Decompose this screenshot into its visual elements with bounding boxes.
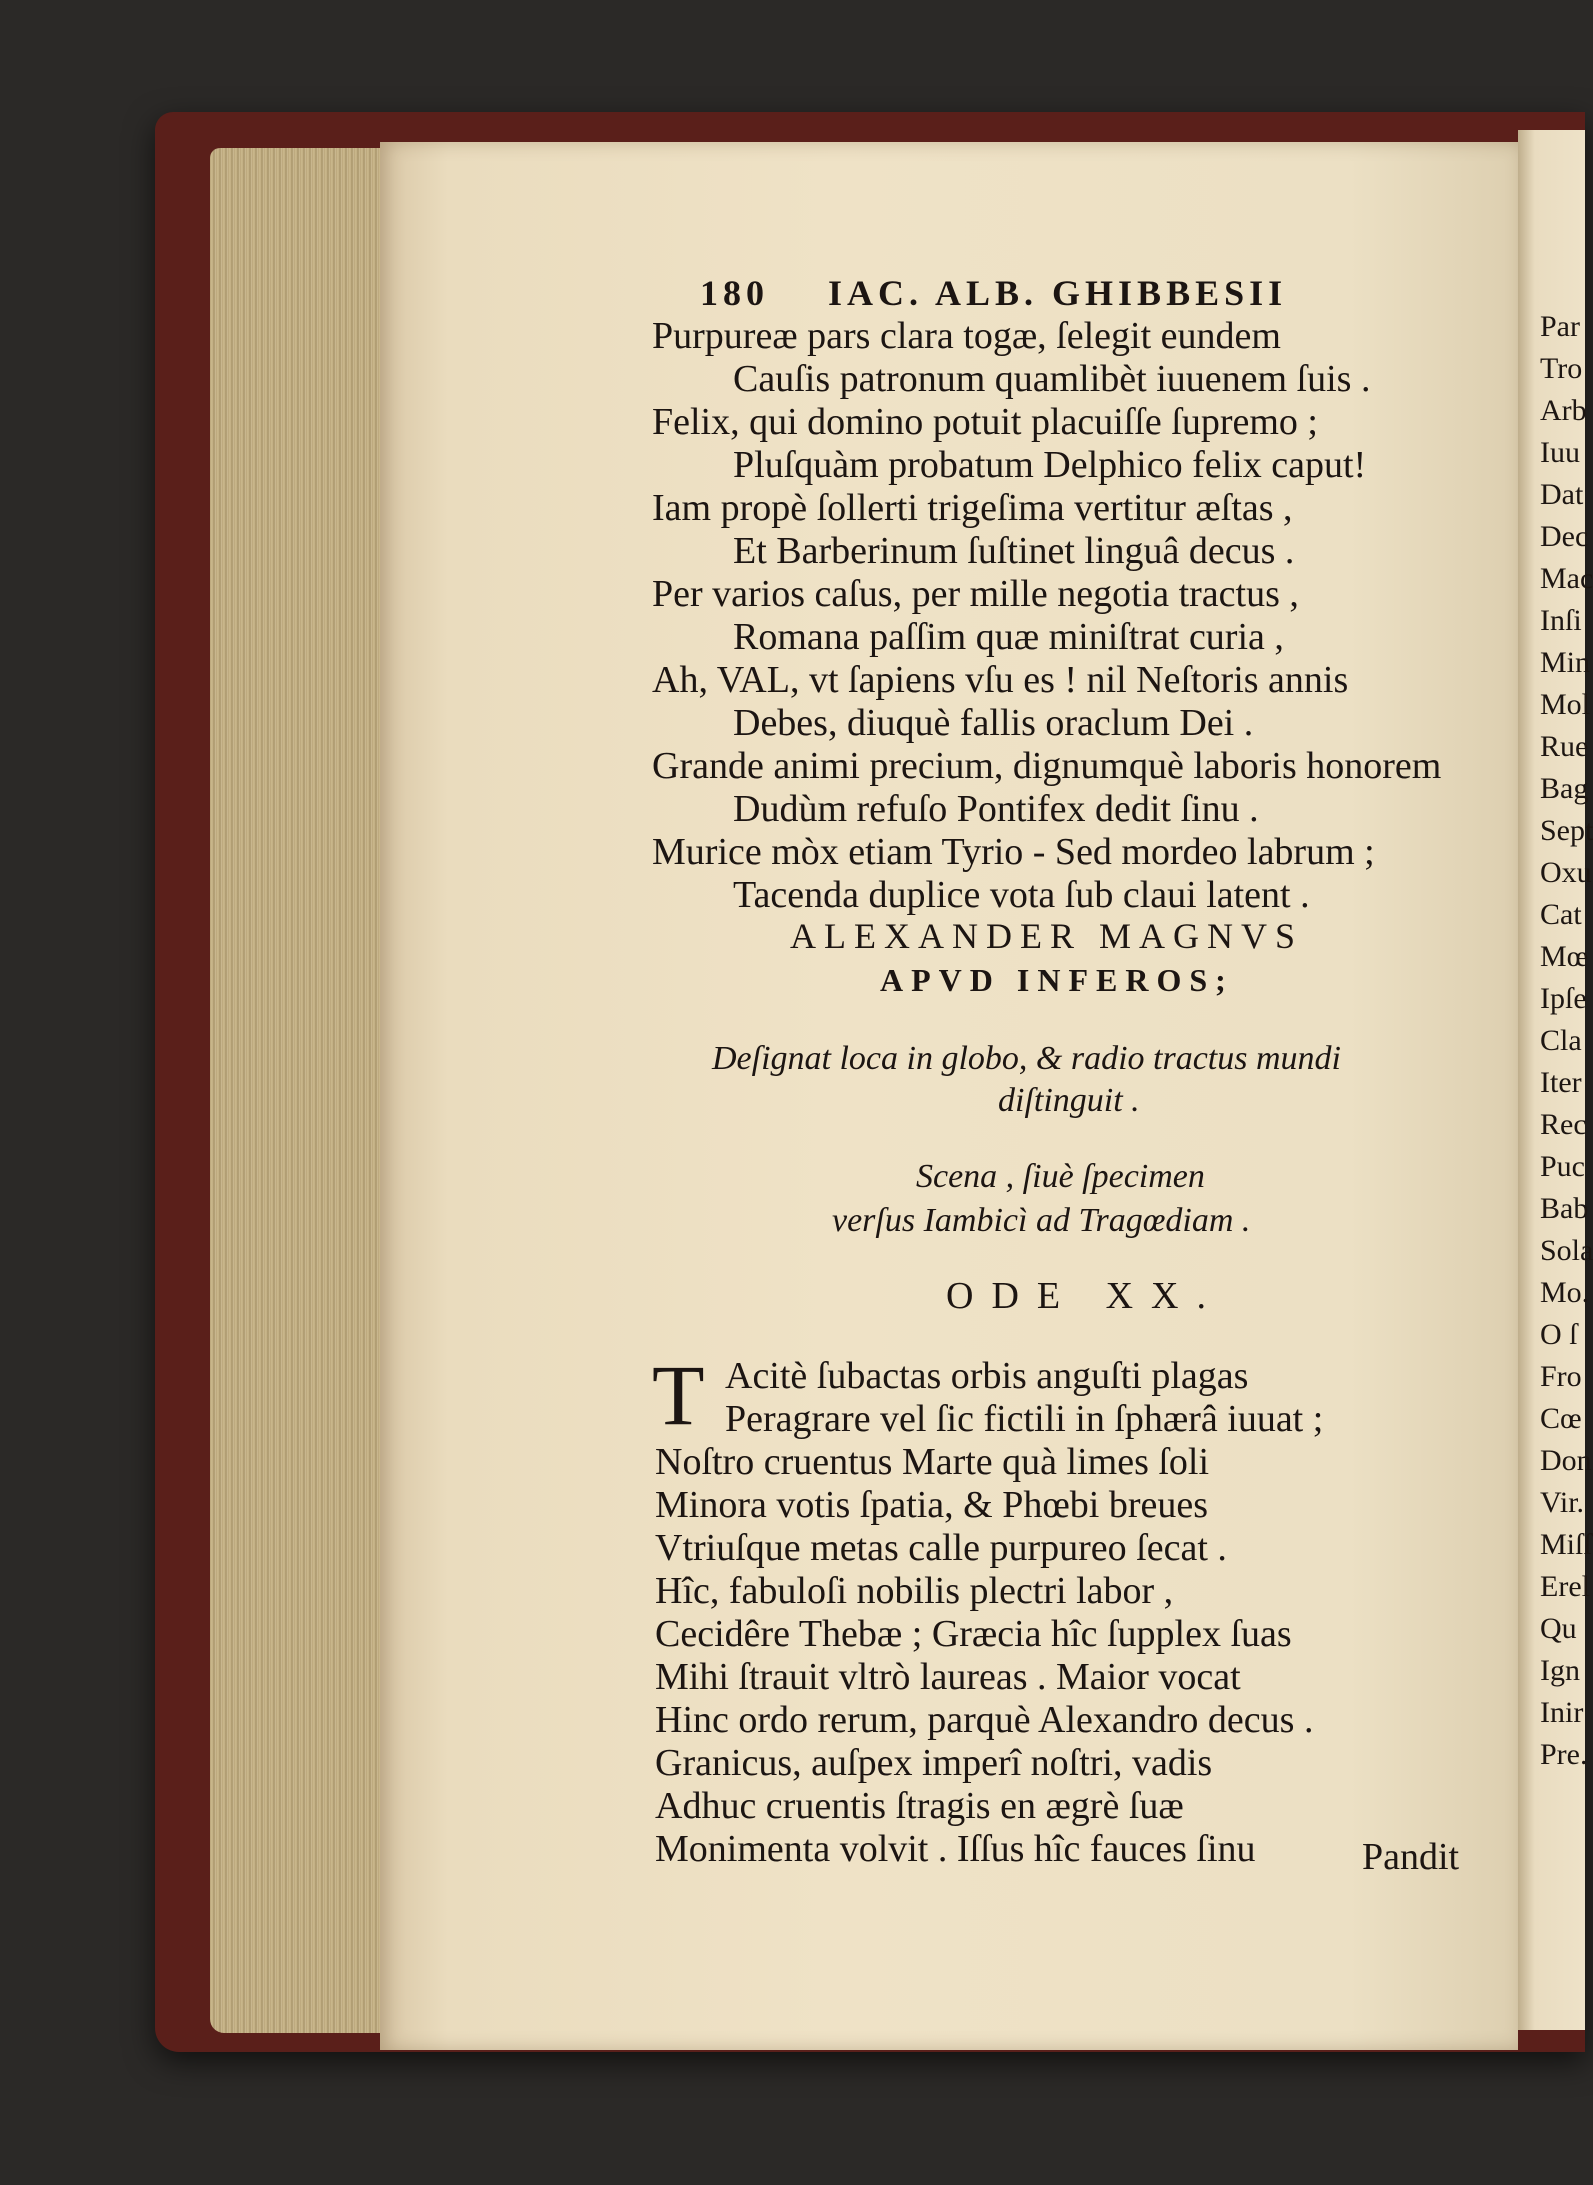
running-title: IAC. ALB. GHIBBESII bbox=[828, 273, 1288, 313]
page-number: 180 bbox=[700, 273, 769, 313]
verse-line: Ah, VAL, vt ſapiens vſu es ! nil Neſtoris annis bbox=[652, 659, 1349, 701]
facing-page-fragment: Dec bbox=[1540, 520, 1589, 553]
facing-page-fragment: Bab bbox=[1540, 1192, 1589, 1225]
verse-line: Purpureæ pars clara togæ, ſelegit eundem bbox=[652, 315, 1281, 357]
facing-page-fragment: Qu bbox=[1540, 1612, 1577, 1645]
facing-page-fragment: Sept bbox=[1540, 814, 1593, 847]
facing-page-fragment: Rec bbox=[1540, 1108, 1587, 1141]
facing-page-fragment: Cla bbox=[1540, 1024, 1582, 1057]
facing-page-fragment: Tro bbox=[1540, 352, 1583, 385]
verse-line: Et Barberinum ſuſtinet linguâ decus . bbox=[733, 530, 1295, 572]
verse-line: Romana paſſim quæ miniſtrat curia , bbox=[733, 616, 1284, 658]
ode-line: Adhuc cruentis ſtragis en ægrè ſuæ bbox=[655, 1785, 1184, 1827]
facing-page-fragment: Rue bbox=[1540, 730, 1589, 763]
facing-page-fragment: Ipſe bbox=[1540, 982, 1587, 1015]
facing-page-fragment: Sola bbox=[1540, 1234, 1593, 1267]
facing-page-fragment: Oxu bbox=[1540, 856, 1592, 889]
facing-page-fragment: O ſ bbox=[1540, 1318, 1578, 1351]
facing-page-fragment: Puc bbox=[1540, 1150, 1585, 1183]
facing-page-fragment: Arb bbox=[1540, 394, 1587, 427]
scena-line: verſus Iambicì ad Tragœdiam . bbox=[832, 1202, 1251, 1239]
ode-line: Minora votis ſpatia, & Phœbi breues bbox=[655, 1484, 1209, 1526]
facing-page-fragment: Erel bbox=[1540, 1570, 1590, 1603]
facing-page-fragment: Mol bbox=[1540, 688, 1591, 721]
ode-line: Mihi ſtrauit vltrò laureas . Maior vocat bbox=[655, 1656, 1241, 1698]
scena-line: Scena , ſiuè ſpecimen bbox=[916, 1158, 1205, 1195]
catchword: Pandit bbox=[1362, 1836, 1460, 1878]
facing-page-fragment: Pre. bbox=[1540, 1738, 1588, 1771]
verse-line: Per varios caſus, per mille negotia tractus , bbox=[652, 573, 1299, 615]
facing-page-fragment: Mac bbox=[1540, 562, 1593, 595]
argument-line: diſtinguit . bbox=[998, 1082, 1140, 1119]
facing-page-fragment: Don bbox=[1540, 1444, 1592, 1477]
section-title: ALEXANDER MAGNVS bbox=[790, 916, 1303, 956]
facing-page-fragment: Min bbox=[1540, 646, 1591, 679]
facing-page-fragment: Iter bbox=[1540, 1066, 1582, 1099]
facing-page-fragment: Cat bbox=[1540, 898, 1582, 931]
verse-line: Tacenda duplice vota ſub claui latent . bbox=[733, 874, 1310, 916]
facing-page-fragment: Inſi bbox=[1540, 604, 1582, 637]
verse-line: Grande animi precium, dignumquè laboris honorem bbox=[652, 745, 1442, 787]
facing-page-fragment: Inir bbox=[1540, 1696, 1584, 1729]
ode-line: Vtriuſque metas calle purpureo ſecat . bbox=[655, 1527, 1227, 1569]
facing-page-fragment: Bag bbox=[1540, 772, 1589, 805]
facing-page-fragment: Fro bbox=[1540, 1360, 1582, 1393]
ode-line: Granicus, auſpex imperî noſtri, vadis bbox=[655, 1742, 1213, 1784]
verse-line: Dudùm refuſo Pontifex dedit ſinu . bbox=[733, 788, 1259, 830]
verse-line: Murice mòx etiam Tyrio - Sed mordeo labrum ; bbox=[652, 831, 1375, 873]
facing-page-fragment: Ign bbox=[1540, 1654, 1580, 1687]
verse-line: Felix, qui domino potuit placuiſſe ſupremo ; bbox=[652, 401, 1318, 443]
facing-page-fragment: Iuu bbox=[1540, 436, 1580, 469]
facing-page-fragment: Miſſ bbox=[1540, 1528, 1592, 1561]
argument-line: Deſignat loca in globo, & radio tractus mundi bbox=[712, 1040, 1341, 1077]
facing-page-fragment: Par bbox=[1540, 310, 1580, 343]
verse-line: Cauſis patronum quamlibèt iuuenem ſuis . bbox=[733, 358, 1371, 400]
facing-page-fragment: Mœ bbox=[1540, 940, 1589, 973]
verse-line: Iam propè ſollerti trigeſima vertitur æſtas , bbox=[652, 487, 1293, 529]
ode-line: Monimenta volvit . Iſſus hîc fauces ſinu bbox=[655, 1828, 1256, 1870]
ode-line: Hinc ordo rerum, parquè Alexandro decus . bbox=[655, 1699, 1314, 1741]
ode-line: Acitè ſubactas orbis anguſti plagas bbox=[725, 1355, 1249, 1397]
ode-line: Hîc, fabuloſi nobilis plectri labor , bbox=[655, 1570, 1174, 1612]
verse-line: Debes, diuquè fallis oraclum Dei . bbox=[733, 702, 1254, 744]
section-subtitle: APVD INFEROS; bbox=[880, 962, 1234, 998]
ode-number: ODE XX. bbox=[946, 1275, 1224, 1317]
ode-line: Cecidêre Thebæ ; Græcia hîc ſupplex ſuas bbox=[655, 1613, 1292, 1655]
ode-line: Noſtro cruentus Marte quà limes ſoli bbox=[655, 1441, 1210, 1483]
facing-page-fragment: Vir. bbox=[1540, 1486, 1585, 1519]
facing-page-fragment: Cœ bbox=[1540, 1402, 1582, 1435]
drop-cap: T bbox=[652, 1347, 705, 1443]
verse-line: Pluſquàm probatum Delphico felix caput! bbox=[733, 444, 1367, 486]
ode-line: Peragrare vel ſic fictili in ſphærâ iuuat ; bbox=[725, 1398, 1324, 1440]
facing-page-fragment: Mo. bbox=[1540, 1276, 1590, 1309]
facing-page-fragment: Dat bbox=[1540, 478, 1584, 511]
